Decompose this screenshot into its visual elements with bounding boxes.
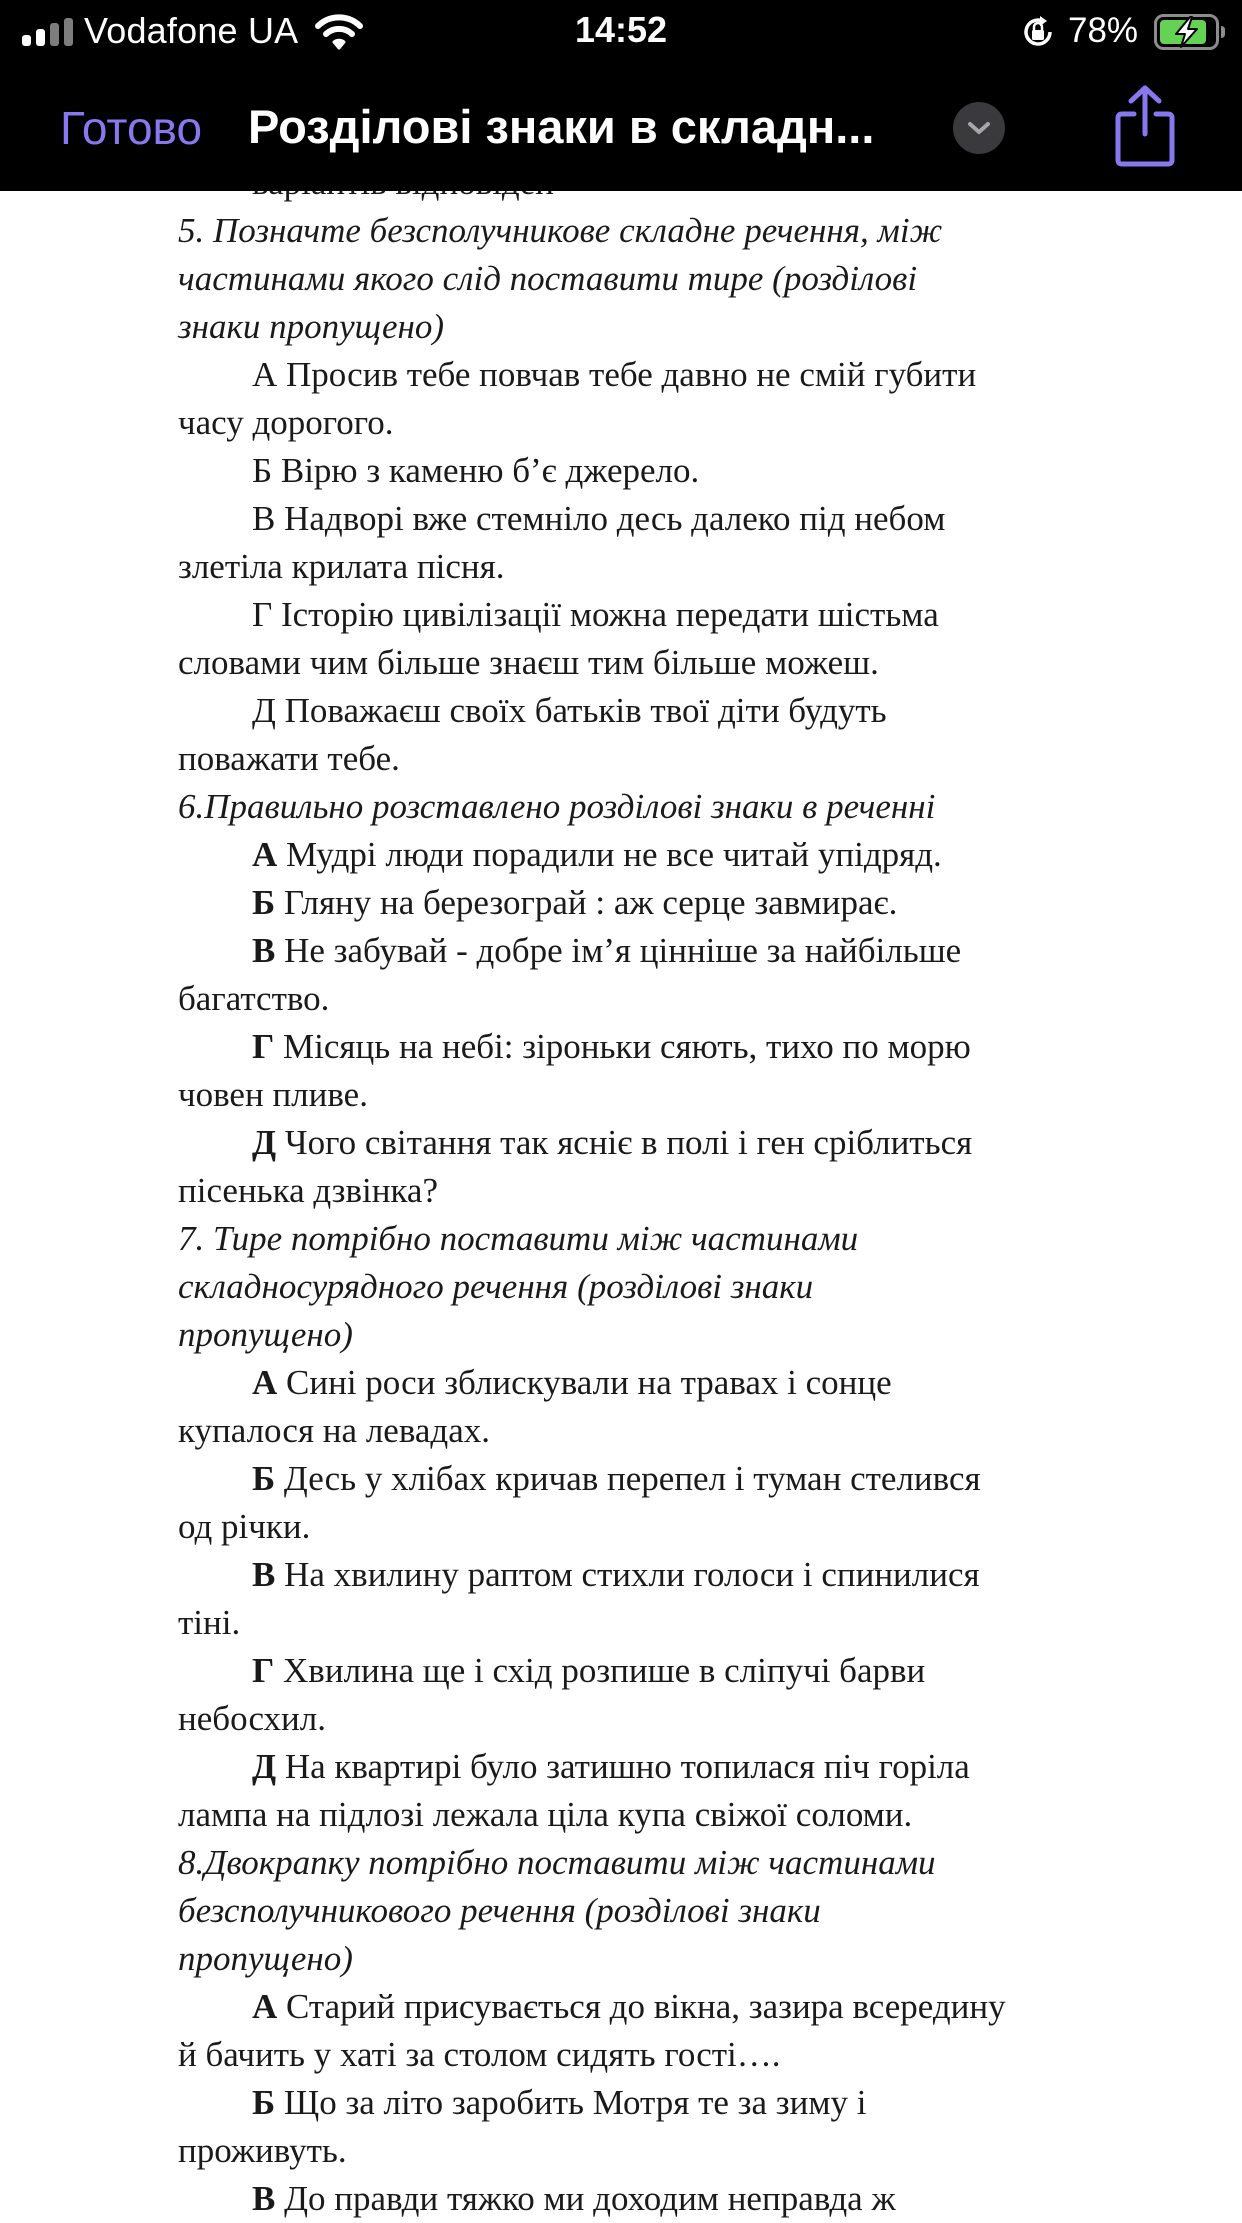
option-letter: Б	[252, 2083, 276, 2122]
question-text-line: 5. Позначте безсполучникове складне речення, між	[178, 211, 943, 250]
option-d-continued: поважати тебе.	[178, 739, 400, 778]
wifi-icon	[316, 14, 362, 50]
option-text: На хвилину раптом стихли голоси і спинилися	[284, 1555, 980, 1594]
option-text: Що за літо заробить Мотря те за зиму і	[283, 2083, 867, 2122]
option-g	[178, 591, 1178, 639]
option-text: Старий присувається до вікна, зазира всередину	[286, 1987, 1006, 2026]
option-a	[178, 351, 1178, 399]
option-a-continued: часу дорогого.	[178, 403, 394, 442]
option-a	[178, 831, 1178, 879]
option-letter: В	[252, 499, 276, 538]
option-text: Хвилина ще і схід розпише в сліпучі барви	[283, 1651, 926, 1690]
document-content	[178, 159, 1178, 2223]
question-text-line: безсполучникового речення (розділові знаки	[178, 1891, 821, 1930]
option-text: Сині роси зблискували на травах і сонце	[286, 1363, 892, 1402]
option-text: Не забувай - добре ім’я цінніше за найбільше	[284, 931, 962, 970]
option-letter: Д	[252, 1747, 277, 1786]
cellular-signal-icon	[22, 18, 74, 46]
option-text: Надворі вже стемніло десь далеко під небом	[284, 499, 946, 538]
status-bar	[0, 0, 1242, 62]
option-b	[178, 1455, 1178, 1503]
option-text: До правди тяжко ми доходим неправда ж	[284, 2179, 896, 2218]
question-text-line: знаки пропущено)	[178, 307, 445, 346]
option-d	[178, 1119, 1178, 1167]
option-letter: Б	[252, 1459, 276, 1498]
option-g-continued: небосхил.	[178, 1699, 326, 1738]
option-d-continued: пісенька дзвінка?	[178, 1171, 438, 1210]
option-d	[178, 1743, 1178, 1791]
option-letter: Г	[252, 1651, 275, 1690]
question-text-line: пропущено)	[178, 1315, 353, 1354]
top-bar	[0, 0, 1242, 191]
option-v-continued: тіні.	[178, 1603, 241, 1642]
option-letter: В	[252, 1555, 276, 1594]
option-g-continued: словами чим більше знаєш тим більше можеш.	[178, 643, 879, 682]
carrier-name: Vodafone UA	[84, 10, 299, 51]
question-text-line: 6.Правильно розставлено розділові знаки в реченні	[178, 787, 936, 826]
document-viewer[interactable]	[0, 191, 1242, 2218]
chevron-down-icon	[967, 119, 991, 137]
question-5	[178, 207, 1178, 783]
option-text: На квартирі було затишно топилася піч горіла	[284, 1747, 970, 1786]
option-letter: А	[252, 1987, 278, 2026]
option-v	[178, 1551, 1178, 1599]
question-7	[178, 1215, 1178, 1839]
option-letter: Г	[252, 595, 273, 634]
option-letter: А	[252, 355, 278, 394]
option-b-continued: од річки.	[178, 1507, 311, 1546]
clock: 14:52	[574, 9, 668, 50]
option-b	[178, 2079, 1178, 2127]
battery-percent: 78%	[1068, 11, 1139, 50]
option-letter: В	[252, 2179, 276, 2218]
option-letter: Б	[252, 451, 273, 490]
navigation-bar	[0, 62, 1242, 191]
option-text: Десь у хлібах кричав перепел і туман стелився	[283, 1459, 981, 1498]
option-letter: Г	[252, 1027, 275, 1066]
question-text-line: 8.Двокрапку потрібно поставити між частинами	[178, 1843, 936, 1882]
option-letter: Д	[252, 691, 276, 730]
option-g	[178, 1023, 1178, 1071]
option-b	[178, 879, 1178, 927]
question-text-line: частинами якого слід поставити тире (розділові	[178, 259, 918, 298]
option-a	[178, 1983, 1178, 2031]
option-letter: Б	[252, 883, 276, 922]
question-text-line: 7. Тире потрібно поставити між частинами	[178, 1219, 859, 1258]
option-b-continued: проживуть.	[178, 2131, 347, 2170]
question-text-line: пропущено)	[178, 1939, 353, 1978]
option-d	[178, 687, 1178, 735]
question-6	[178, 783, 1178, 1215]
option-v	[178, 927, 1178, 975]
done-button[interactable]: Готово	[60, 102, 203, 154]
option-letter: А	[252, 835, 278, 874]
option-letter: А	[252, 1363, 278, 1402]
question-8	[178, 1839, 1178, 2223]
option-g	[178, 1647, 1178, 1695]
share-icon[interactable]	[1114, 84, 1176, 168]
battery-charging-icon	[1154, 14, 1226, 50]
document-title: Розділові знаки в складн...	[248, 100, 875, 153]
option-a	[178, 1359, 1178, 1407]
option-v-continued: злетіла крилата пісня.	[178, 547, 505, 586]
option-v-continued: багатство.	[178, 979, 330, 1018]
option-v	[178, 2175, 1178, 2223]
option-a-continued: купалося на левадах.	[178, 1411, 491, 1450]
option-v	[178, 495, 1178, 543]
option-text: Мудрі люди порадили не все читай упідряд.	[286, 835, 942, 874]
option-a-continued: й бачить у хаті за столом сидять гості….	[178, 2035, 781, 2074]
option-text: Поважаєш своїх батьків твої діти будуть	[284, 691, 887, 730]
option-text: Чого світання так яснiє в полі і ген сріблиться	[284, 1123, 973, 1162]
option-text: Гляну на березограй : аж серце завмирає.	[283, 883, 898, 922]
option-letter: В	[252, 931, 276, 970]
title-menu-button[interactable]	[953, 102, 1005, 154]
option-text: Історію цивілізації можна передати шістьма	[280, 595, 939, 634]
option-text: Місяць на небі: зіроньки сяють, тихо по морю	[283, 1027, 971, 1066]
option-d-continued: лампа на підлозі лежала ціла купа свіжої соломи.	[178, 1795, 913, 1834]
rotation-lock-icon	[1020, 14, 1056, 50]
option-text: Вірю з каменю б’є джерело.	[280, 451, 700, 490]
option-text: Просив тебе повчав тебе давно не смій губити	[286, 355, 977, 394]
question-text-line: складносурядного речення (розділові знаки	[178, 1267, 814, 1306]
option-letter: Д	[252, 1123, 277, 1162]
option-g-continued: човен пливе.	[178, 1075, 368, 1114]
option-b	[178, 447, 1178, 495]
